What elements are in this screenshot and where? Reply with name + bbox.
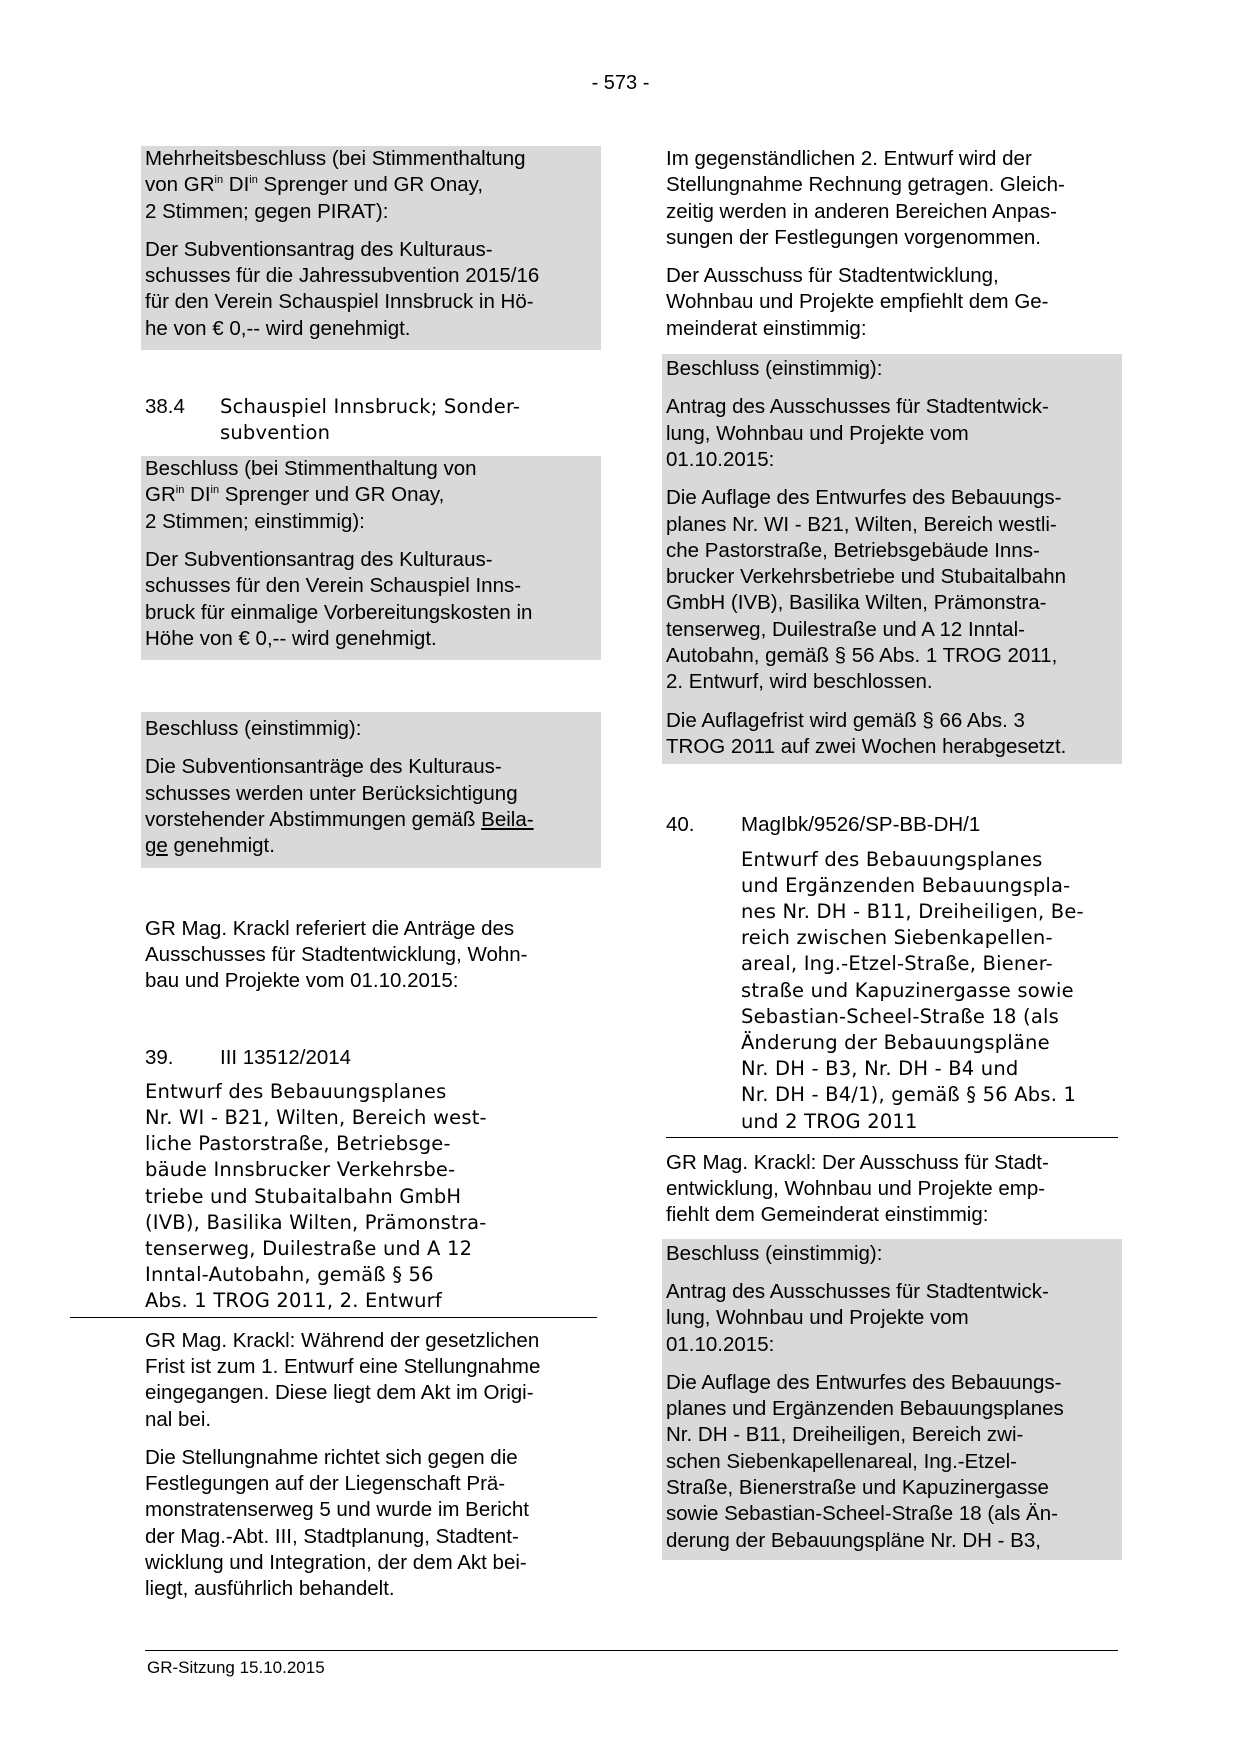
item-title-line: subvention xyxy=(220,421,331,445)
decision-line: schusses werden unter Berücksichtigung xyxy=(141,781,601,807)
decision-line: he von € 0,-- wird genehmigt. xyxy=(141,316,601,342)
resolution-block-38-total xyxy=(145,712,597,867)
resolution-block-38-3 xyxy=(145,146,597,350)
recommendation-paragraph: Der Ausschuss für Stadtentwicklung, Wohnbau und Projekte empfiehlt dem Ge- meinderat einstimmig: xyxy=(666,264,1049,340)
decision-line: vorstehender Abstimmungen gemäß Beila- xyxy=(141,807,601,833)
statement-paragraph: GR Mag. Krackl: Während der gesetzlichen Frist ist zum 1. Entwurf eine Stellungnahme eingegangen. Diese liegt dem Akt im Origi- nal bei. xyxy=(145,1328,541,1431)
decision-line: Die Subventionsanträge des Kulturaus- xyxy=(141,754,601,780)
resolution-block-38-4 xyxy=(145,456,597,660)
statement-paragraph: Im gegenständlichen 2. Entwurf wird der Stellungnahme Rechnung getragen. Gleich- zeitig werden in anderen Bereichen Anpas- sungen der Festlegungen vorgenommen. xyxy=(666,147,1065,249)
left-column xyxy=(145,146,597,1603)
decision-line: bruck für einmalige Vorbereitungskosten in xyxy=(141,600,601,626)
intro-paragraph: GR Mag. Krackl referiert die Anträge des Ausschusses für Stadtentwicklung, Wohn- bau und Projekte vom 01.10.2015: xyxy=(145,916,528,993)
attachment-link[interactable]: Beila- xyxy=(481,808,534,832)
resolution-block-39: Beschluss (einstimmig): Antrag des Ausschusses für Stadtentwick- lung, Wohnbau und Projekte vom 01.10.2015: Die Auflage des Entwurfes des Bebauungs- planes Nr. WI - B21, Wilten, Bereich westli- che Pastorstraße, Betriebsgebäude Inns- brucker Verkehrsbetriebe und Stubaitalbahn GmbH (IVB), Basilika Wilten, Prämonstra- tenserweg, Duilestraße und A 12 Inntal- Autobahn, gemäß § 56 Abs. 1 TROG 2011, 2. Entwurf, wird beschlossen. Die Auflagefrist wird gemäß § 66 Abs. 3 TROG 2011 auf zwei Wochen herabgesetzt. xyxy=(666,354,1118,764)
resolution-head: Beschluss (einstimmig): xyxy=(662,356,1122,382)
decision-line: schusses für die Jahressubvention 2015/16 xyxy=(141,263,601,289)
footer-divider xyxy=(145,1650,1118,1651)
footer-session-date: GR-Sitzung 15.10.2015 xyxy=(147,1658,325,1677)
item-heading-40 xyxy=(666,812,1118,838)
resolution-vote-line: 2 Stimmen; gegen PIRAT): xyxy=(141,199,601,225)
resolution-vote-line: Beschluss (bei Stimmenthaltung von xyxy=(141,456,601,482)
decision-line: für den Verein Schauspiel Innsbruck in Hö- xyxy=(141,289,601,315)
decision-line: schusses für den Verein Schauspiel Inns- xyxy=(141,573,601,599)
attachment-link[interactable]: ge xyxy=(145,834,168,858)
resolution-vote-line: von $GR^{in}$ $DI^{in}$ Sprenger und GR Onay, xyxy=(141,172,601,198)
item-number: 40. xyxy=(666,813,695,837)
decision-line: Höhe von € 0,-- wird genehmigt. xyxy=(141,626,601,652)
recommendation-paragraph: GR Mag. Krackl: Der Ausschuss für Stadt- entwicklung, Wohnbau und Projekte emp- fiehlt dem Gemeinderat einstimmig: xyxy=(666,1150,1049,1227)
item-heading-39 xyxy=(145,1045,597,1071)
right-column xyxy=(666,146,1118,1560)
item-number: 39. xyxy=(145,1045,174,1069)
item-title-39: Entwurf des Bebauungsplanes Nr. WI - B21, Wilten, Bereich west- liche Pastorstraße, Betriebsge- bäude Innsbrucker Verkehrsbe- triebe und Stubaitalbahn GmbH (IVB), Basilika Wilten, Prämonstra- tenserweg, Duilestraße und A 12 Inntal-Autobahn, gemäß § 56 Abs. 1 TROG 2011, 2. Entwurf xyxy=(70,1079,597,1318)
item-number: 38.4 xyxy=(145,395,185,419)
decision-line: ge genehmigt. xyxy=(141,833,601,859)
resolution-block-40: Beschluss (einstimmig): Antrag des Ausschusses für Stadtentwick- lung, Wohnbau und Projekte vom 01.10.2015: Die Auflage des Entwurfes des Bebauungs- planes und Ergänzenden Bebauungsplanes Nr. DH - B11, Dreiheiligen, Bereich zwi- schen Siebenkapellenareal, Ing.-Etzel- Straße, Bienerstraße und Kapuzinergasse sowie Sebastian-Scheel-Straße 18 (als Än- derung der Bebauungspläne Nr. DH - B3, xyxy=(666,1239,1118,1560)
statement-paragraph: Die Stellungnahme richtet sich gegen die Festlegungen auf der Liegenschaft Prä- monstratenserweg 5 und wurde im Bericht der Mag.-Abt. III, Stadtplanung, Stadtent- wicklung und Integration, der dem Akt bei- liegt, ausführlich behandelt. xyxy=(145,1445,529,1601)
item-heading-38-4 xyxy=(145,394,597,446)
decision-line: Der Subventionsantrag des Kulturaus- xyxy=(141,237,601,263)
item-reference: III 13512/2014 xyxy=(220,1045,352,1069)
item-reference: MagIbk/9526/SP-BB-DH/1 xyxy=(741,813,981,837)
resolution-vote-line: $GR^{in}$ $DI^{in}$ Sprenger und GR Onay, xyxy=(141,482,601,508)
resolution-vote-line: 2 Stimmen; einstimmig): xyxy=(141,509,601,535)
item-title-line: Schauspiel Innsbruck; Sonder- xyxy=(220,395,521,419)
resolution-head: Beschluss (einstimmig): xyxy=(141,716,601,742)
resolution-vote-line: Mehrheitsbeschluss (bei Stimmenthaltung xyxy=(141,146,601,172)
item-title-40: Entwurf des Bebauungsplanes und Ergänzenden Bebauungspla- nes Nr. DH - B11, Dreiheiligen, Be- reich zwischen Siebenkapellen- areal, Ing.-Etzel-Straße, Biener- straße und Kapuzinergasse sowie Sebastian-Scheel-Straße 18 (als Änderung der Bebauungspläne Nr. DH - B3, Nr. DH - B4 und Nr. DH - B4/1), gemäß § 56 Abs. 1 und 2 TROG 2011 xyxy=(666,847,1118,1138)
decision-line: Der Subventionsantrag des Kulturaus- xyxy=(141,547,601,573)
page-number: - 573 - xyxy=(591,72,650,94)
resolution-head: Beschluss (einstimmig): xyxy=(662,1241,1122,1267)
